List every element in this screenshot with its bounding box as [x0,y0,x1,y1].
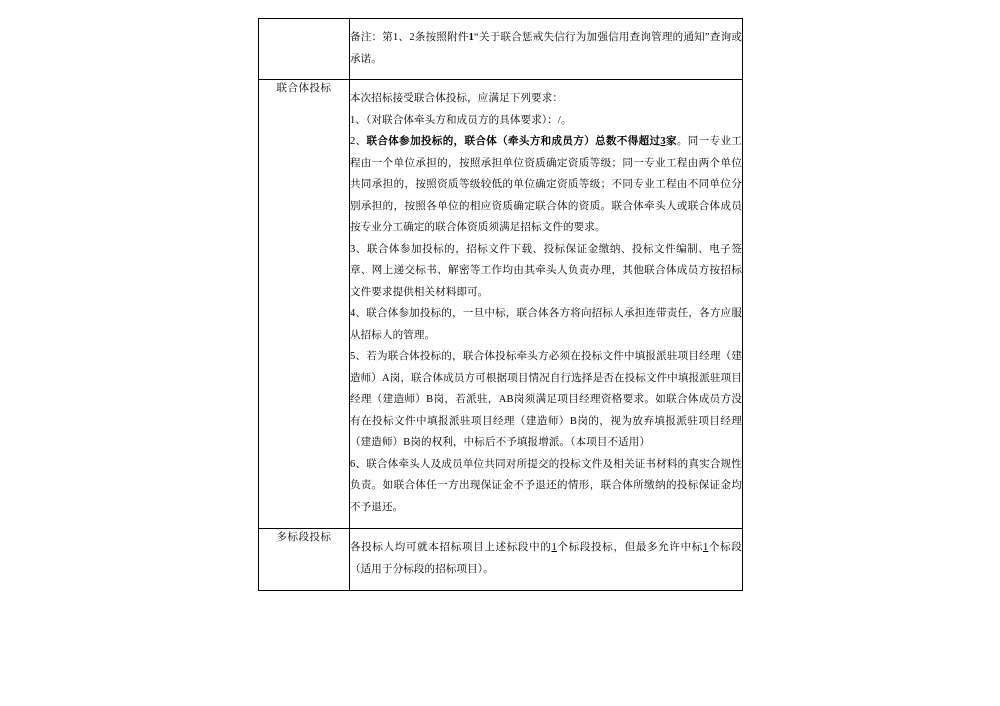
text-run: 家 [665,136,677,148]
row-label-cell: 多标段投标 [259,529,350,591]
text-run: “关于联合惩戒失信行为加强信用查询管理的通知”查询或承诺。 [350,32,742,65]
paragraph [350,346,742,454]
text-run: 个标段投标，但最多允许中标 [556,542,704,554]
paragraph [350,131,742,239]
paragraph [350,537,742,580]
table-row [259,19,743,80]
text-run: 1 [468,32,475,43]
paragraph [350,27,742,70]
row-content-cell [350,19,743,80]
text-run: 备注：第 [350,32,394,43]
text-run: 4、联合体参加投标的，一旦中标，联合体各方将向招标人承担连带责任，各方应服从招标人的管理。 [350,308,742,341]
text-run: 1 [551,542,557,554]
paragraph-group [350,27,742,70]
paragraph [350,303,742,346]
text-run: 联合体参加投标的， [366,136,465,148]
paragraph [350,239,742,304]
table-body [259,19,743,591]
text-run: 条按照附件 [414,32,469,43]
row-content-cell [350,80,743,529]
paragraph [350,88,742,110]
row-label-cell [259,19,350,80]
table-row [259,80,743,529]
text-run: 个标段（适用于分标段的招标项目）。 [350,542,743,575]
text-run: 6、联合体牵头人及成员单位共同对所提交的投标文件及相关证书材料的真实合规性负责。如联合体任一方出现保证金不予退还的情形，联合体所缴纳的投标保证金均不予退还。 [350,458,742,513]
text-run: 本次招标接受联合体投标，应满足下列要求： [350,93,563,105]
text-run: 1、（对联合体牵头方和成员方的具体要求）：/。 [350,114,572,126]
text-run: 2 [409,32,415,43]
row-label-cell: 联合体投标 [259,80,350,529]
text-run: 1 [703,542,709,554]
text-run: 3、联合体参加投标的，招标文件下载、投标保证金缴纳、投标文件编制、电子签章、网上递交标书、解密等工作均由其牵头人负责办理，其他联合体成员方按招标文件要求提供相关材料即可。 [350,243,742,298]
requirements-table [258,18,743,591]
text-run: 各投标人均可就本招标项目上述标段中的 [350,542,552,554]
paragraph [350,454,742,519]
text-run: 、 [398,32,410,43]
text-run: 5、若为联合体投标的，联合体投标牵头方必须在投标文件中填报派驻项目经理（建造师）A岗，联合体成员方可根据项目情况自行选择是否在投标文件中填报派驻项目经理（建造师）B岗，若派驻，AB岗须满足项目经理资格要求。如联合体成员方没有在投标文件中填报派驻项目经理（建造师）B岗的，视为放弃填报派驻项目经理（建造师）B岗的权利，中标后不予填报增派。（本项目不适用） [350,351,742,449]
table-row [259,529,743,591]
text-run: 2、 [350,136,367,148]
text-run: 。同一专业工程由一个单位承担的，按照承担单位资质确定资质等级；同一专业工程由两个单位共同承担的，按照资质等级较低的单位确定资质等级；不同专业工程由不同单位分别承担的，按照各单位的相应资质确定联合体的资质。联合体牵头人或联合体成员按专业分工确定的联合体资质须满足招标文件的要求。 [350,136,742,234]
paragraph-group [350,537,742,580]
text-run: 联合体（牵头方和成员方）总数不得超过 [464,136,661,148]
text-run: 3 [660,136,666,148]
paragraph [350,110,742,132]
paragraph-group [350,88,742,518]
text-run: 1 [393,32,399,43]
row-content-cell [350,529,743,591]
